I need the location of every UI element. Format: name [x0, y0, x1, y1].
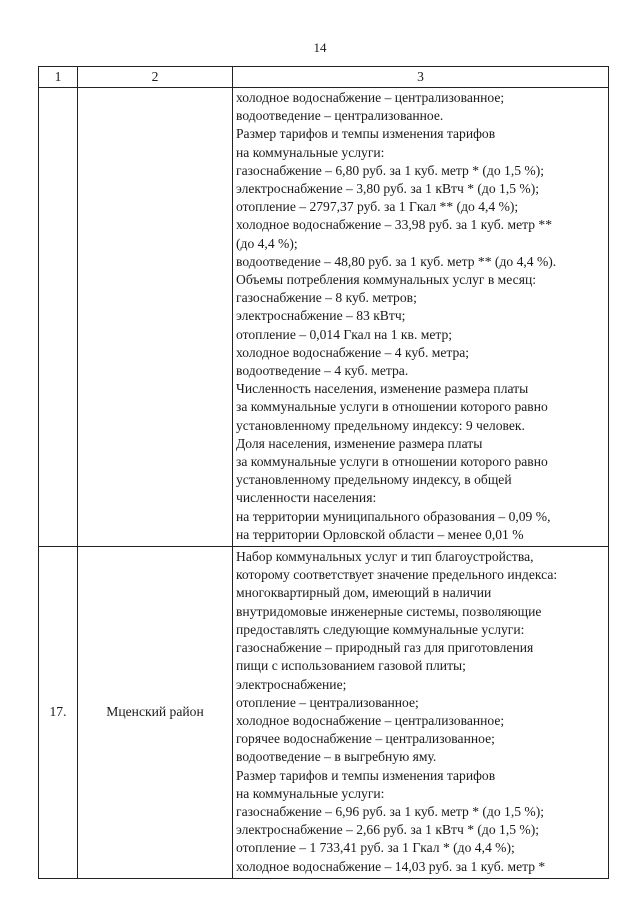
description-line: Размер тарифов и темпы изменения тарифов — [236, 126, 496, 142]
description-line: на территории муниципального образования – 0,09 %, — [236, 508, 551, 524]
description-line: многоквартирный дом, имеющий в наличии — [236, 585, 492, 601]
table-header-row — [39, 67, 609, 88]
description-line: электроснабжение; — [236, 676, 347, 692]
tariff-table — [38, 66, 609, 879]
header-col-2: 2 — [78, 67, 233, 88]
description-line: внутридомовые инженерные системы, позволяющие — [236, 603, 542, 619]
description-line: которому соответствует значение предельного индекса: — [236, 567, 558, 583]
description-line: холодное водоснабжение – 4 куб. метра; — [236, 344, 470, 360]
description-line: электроснабжение – 2,66 руб. за 1 кВтч * (до 1,5 %); — [236, 822, 540, 838]
description-line: отопление – 0,014 Гкал на 1 кв. метр; — [236, 326, 453, 342]
description-line: холодное водоснабжение – централизованное; — [236, 712, 505, 728]
description-line: Размер тарифов и темпы изменения тарифов — [236, 767, 496, 783]
description-line: газоснабжение – 8 куб. метров; — [236, 290, 417, 306]
description-line: холодное водоснабжение – 14,03 руб. за 1 куб. метр * — [236, 858, 546, 874]
table-row — [39, 547, 609, 879]
description-line: пищи с использованием газовой плиты; — [236, 658, 466, 674]
description-line: предоставлять следующие коммунальные услуги: — [236, 621, 525, 637]
description-line: на коммунальные услуги: — [236, 785, 385, 801]
description-line: (до 4,4 %); — [236, 235, 298, 251]
page-number: 14 — [313, 40, 327, 55]
description-line: отопление – централизованное; — [236, 694, 419, 710]
description-line: отопление – 1 733,41 руб. за 1 Гкал * (до 4,4 %); — [236, 840, 515, 856]
description-line: установленному предельному индексу: 9 человек. — [236, 417, 525, 433]
description-line: на территории Орловской области – менее 0,01 % — [236, 526, 524, 542]
description-line: за коммунальные услуги в отношении которого равно — [236, 454, 548, 470]
header-col-3: 3 — [233, 67, 609, 88]
description-line: электроснабжение – 83 кВтч; — [236, 308, 406, 324]
description-line: Объемы потребления коммунальных услуг в месяц: — [236, 272, 536, 288]
description-line: на коммунальные услуги: — [236, 144, 385, 160]
description-line: газоснабжение – 6,80 руб. за 1 куб. метр * (до 1,5 %); — [236, 162, 545, 178]
description-cell — [233, 88, 609, 547]
description-line: Доля населения, изменение размера платы — [236, 435, 483, 451]
description-cell — [233, 547, 609, 879]
description-text — [233, 88, 608, 546]
description-text — [233, 547, 608, 878]
description-line: водоотведение – 4 куб. метра. — [236, 363, 409, 379]
description-line: за коммунальные услуги в отношении которого равно — [236, 399, 548, 415]
description-line: отопление – 2797,37 руб. за 1 Гкал ** (до 4,4 %); — [236, 199, 519, 215]
description-line: Набор коммунальных услуг и тип благоустройства, — [236, 549, 534, 565]
table-row — [39, 88, 609, 547]
description-line: холодное водоснабжение – централизованное; — [236, 90, 505, 105]
description-line: водоотведение – 48,80 руб. за 1 куб. метр ** (до 4,4 %). — [236, 253, 557, 269]
description-line: численности населения: — [236, 490, 377, 506]
district-cell: Мценский район — [78, 547, 233, 879]
district-cell — [78, 88, 233, 547]
header-col-1: 1 — [39, 67, 78, 88]
description-line: электроснабжение – 3,80 руб. за 1 кВтч * (до 1,5 %); — [236, 181, 540, 197]
description-line: водоотведение – централизованное. — [236, 108, 444, 124]
description-line: газоснабжение – природный газ для приготовления — [236, 640, 534, 656]
description-line: водоотведение – в выгребную яму. — [236, 749, 437, 765]
description-line: холодное водоснабжение – 33,98 руб. за 1 куб. метр ** — [236, 217, 553, 233]
row-number-cell: 17. — [39, 547, 78, 879]
description-line: установленному предельному индексу, в общей — [236, 472, 512, 488]
row-number-cell — [39, 88, 78, 547]
description-line: газоснабжение – 6,96 руб. за 1 куб. метр * (до 1,5 %); — [236, 803, 545, 819]
description-line: Численность населения, изменение размера платы — [236, 381, 529, 397]
description-line: горячее водоснабжение – централизованное; — [236, 731, 495, 747]
